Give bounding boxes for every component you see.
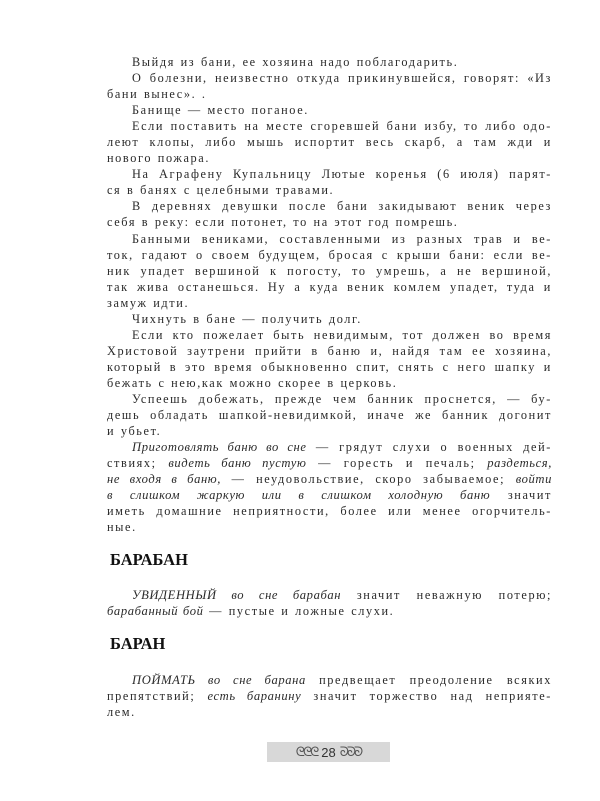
text-line [107,86,552,102]
text-segment: леют клопы, либо мышь испортит весь скарб, а там жди и [107,135,552,150]
text-segment: ствиях; [107,456,169,471]
text-segment: ные. [107,520,137,535]
text-line [107,150,552,166]
text-line [107,391,552,407]
text-line [107,134,552,150]
text-line [107,359,552,375]
text-line [107,279,552,295]
text-line [107,471,552,487]
text-line [107,295,552,311]
text-segment: — грядут слухи о военных дей- [306,440,552,455]
text-line [107,343,552,359]
text-segment: ся в банях с целебными травами. [107,183,335,198]
text-line [107,503,552,519]
text-segment: О болезни, неизвестно откуда прикинувшейся, говорят: «Из [132,71,552,86]
text-line [107,487,552,503]
text-segment: — пустые и ложные слухи. [203,604,395,619]
text-segment: — горесть и печаль; [306,456,488,471]
text-segment: который в это время обыкновенно спит, снять с него шапку и [107,359,552,374]
text-line [107,375,552,391]
text-segment: На Аграфену Купальницу Лютые коренья (6 июля) парят- [132,167,552,182]
italic-term: есть баранину [207,689,302,704]
text-line [107,198,552,214]
text-line [107,327,552,343]
text-line [107,231,552,247]
italic-term: УВИДЕННЫЙ во сне барабан [132,588,342,602]
section-baran-text [107,672,552,720]
text-segment: себя в реку: если потонет, то на этот год помрешь. [107,215,459,230]
text-segment: Банище — место поганое. [132,103,309,118]
text-line [107,439,552,455]
text-segment: Христовой заутрени прийти в баню и, найдя там ее хозяина, [107,343,552,358]
text-segment: Выйдя из бани, ее хозяина надо поблагодарить. [132,55,459,69]
text-line [107,603,552,619]
text-segment: значит торжество над неприяте- [301,689,552,704]
italic-term: не входя в баню, [107,472,222,487]
text-segment: так жива останешься. Ну а куда веник комлем упадет, туда и [107,279,552,294]
text-segment: бежать с нею,как можно скорее в церковь. [107,375,398,390]
text-segment: замуж идти. [107,295,190,310]
text-line [107,118,552,134]
italic-term: в слишком жаркую или в слишком холодную баню [107,488,491,503]
text-segment: Если поставить на месте сгоревшей бани избу, то либо одо- [132,119,552,134]
italic-term: ПОЙМАТЬ во сне барана [132,673,306,687]
page-number: 28 [321,744,336,760]
text-line [107,407,552,423]
text-segment: В деревнях девушки после бани закидывают веник через [132,199,552,214]
heading-baran: БАРАН [110,634,166,653]
italic-term: войти [515,472,553,487]
ornament-left-icon: ᘓᘓᘓ [295,744,318,760]
italic-term: видеть баню пустую [168,456,307,471]
text-segment: дешь обладать шапкой-невидимкой, иначе же банник догонит [107,408,552,423]
text-segment: значит [490,488,552,503]
text-line [107,263,552,279]
text-line [107,166,552,182]
italic-term: барабанный бой [107,604,204,619]
text-line [107,519,552,535]
ornament-right-icon: ᘐᘐᘐ [339,744,362,760]
heading-baraban: БАРАБАН [110,550,188,569]
text-segment: препятствий; [107,689,208,704]
text-line [107,102,552,118]
text-segment: Если кто пожелает быть невидимым, тот должен во время [132,327,552,342]
italic-term: раздеться, [487,456,552,471]
page-footer [267,742,390,762]
section-bathhouse-text [107,54,552,535]
text-segment: ник упадет вершиной к погосту, то умрешь, а не вершиной, [107,263,552,278]
text-line [107,311,552,327]
text-segment: Чихнуть в бане — получить долг. [132,311,362,326]
text-line [107,455,552,471]
text-segment: — неудовольствие, скоро забываемое; [221,472,516,487]
text-line [107,423,552,439]
text-segment: лем. [107,705,136,720]
text-segment: предвещает преодоление всяких [305,673,552,687]
text-segment: Банными вениками, составленными из разных трав и ве- [132,231,552,246]
text-line [107,214,552,230]
text-segment: бани вынес». . [107,87,207,102]
text-segment: значит неважную потерю; [341,588,552,602]
text-line [107,688,552,704]
text-line [107,704,552,720]
text-segment: Успеешь добежать, прежде чем банник проснется, — бу- [132,391,552,406]
text-line [107,70,552,86]
italic-term: Приготовлять баню во сне [132,440,307,455]
text-line [107,54,552,70]
text-line [107,587,552,603]
text-segment: нового пожара. [107,151,211,166]
text-segment: иметь домашние неприятности, более или менее огорчитель- [107,504,552,519]
text-segment: и убьет. [107,424,162,439]
section-baraban-text [107,587,552,619]
text-line [107,247,552,263]
text-line [107,182,552,198]
text-line [107,672,552,688]
text-segment: ток, гадают о своем будущем, бросая с крыши бани: если ве- [107,247,552,262]
